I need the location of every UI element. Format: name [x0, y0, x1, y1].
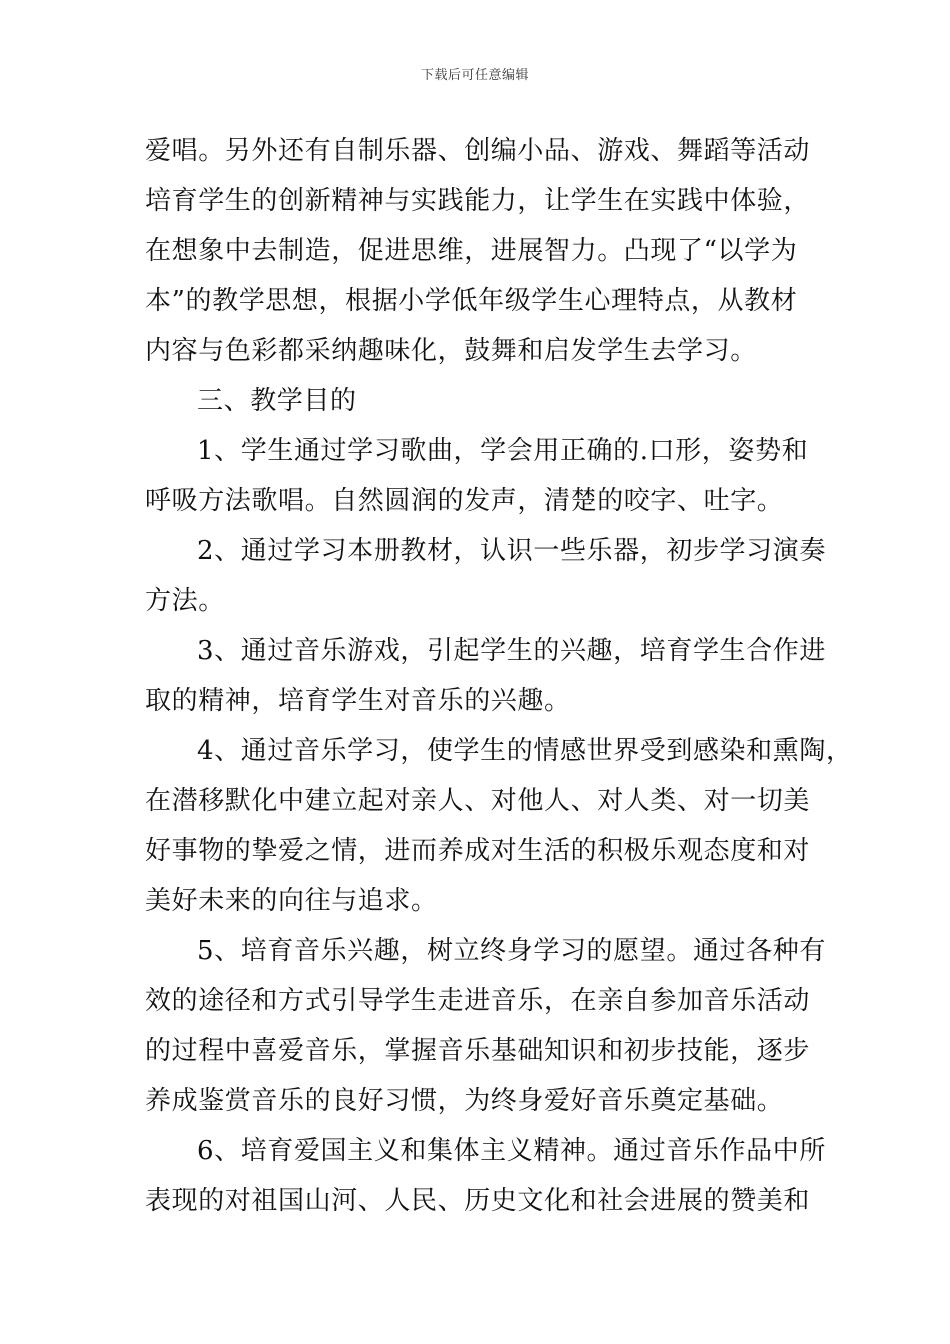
document-body [145, 126, 853, 1226]
text-line: 1、学生通过学习歌曲，学会用正确的.口形，姿势和 [197, 436, 809, 466]
text-line: 6、培育爱国主义和集体主义精神。通过音乐作品中所 [197, 1136, 826, 1166]
text-line: 的过程中喜爱音乐，掌握音乐基础知识和初步技能，逐步 [145, 1036, 811, 1066]
text-line: 4、通过音乐学习，使学生的情感世界受到感染和熏陶， [197, 736, 853, 766]
text-line: 3、通过音乐游戏，引起学生的兴趣，培育学生合作进 [197, 636, 826, 666]
text-line: 在潜移默化中建立起对亲人、对他人、对人类、对一切美 [145, 786, 811, 816]
text-line: 本”的教学思想，根据小学低年级学生心理特点，从教材 [145, 286, 798, 316]
text-line: 效的途径和方式引导学生走进音乐，在亲自参加音乐活动 [145, 986, 811, 1016]
text-line: 好事物的挚爱之情，进而养成对生活的积极乐观态度和对 [145, 836, 811, 866]
text-line: 方法。 [145, 586, 225, 616]
section-heading: 三、教学目的 [197, 386, 357, 416]
text-line: 表现的对祖国山河、人民、历史文化和社会进展的赞美和 [145, 1186, 811, 1216]
text-line: 爱唱。另外还有自制乐器、创编小品、游戏、舞蹈等活动 [145, 136, 811, 166]
text-line: 养成鉴赏音乐的良好习惯，为终身爱好音乐奠定基础。 [145, 1086, 784, 1116]
text-line: 呼吸方法歌唱。自然圆润的发声，清楚的咬字、吐字。 [145, 486, 784, 516]
text-line: 在想象中去制造，促进思维，进展智力。凸现了“以学为 [145, 236, 798, 266]
page-header: 下载后可任意编辑 [420, 68, 529, 83]
text-line: 培育学生的创新精神与实践能力，让学生在实践中体验， [145, 186, 811, 216]
text-line: 内容与色彩都采纳趣味化，鼓舞和启发学生去学习。 [145, 336, 757, 366]
text-line: 取的精神，培育学生对音乐的兴趣。 [145, 686, 571, 716]
text-line: 5、培育音乐兴趣，树立终身学习的愿望。通过各种有 [197, 936, 826, 966]
text-line: 2、通过学习本册教材，认识一些乐器，初步学习演奏 [197, 536, 826, 566]
text-line: 美好未来的向往与追求。 [145, 886, 438, 916]
